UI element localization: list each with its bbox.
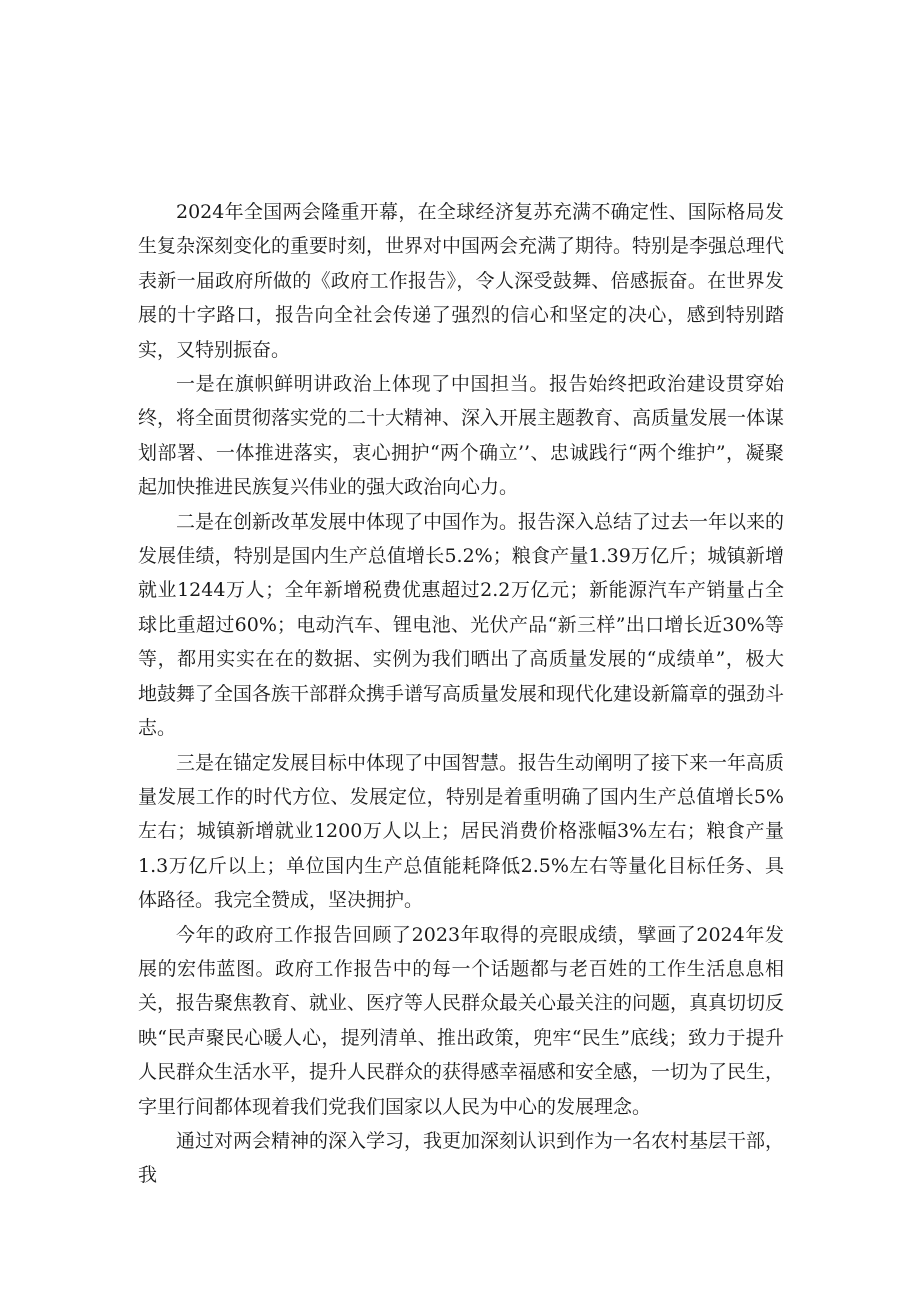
paragraph-study: 通过对两会精神的深入学习，我更加深刻认识到作为一名农村基层干部，我 xyxy=(138,1129,785,1187)
paragraph-development: 二是在创新改革发展中体现了中国作为。报告深入总结了过去一年以来的发展佳绩，特别是国内生产总值增长5.2%；粮食产量1.39万亿斤；城镇新增就业1244万人；全年新增税费优惠超过2.2万亿元；新能源汽车产销量占全球比重超过60%；电动汽车、锂电池、光伏产品“新三样”出口增长近30%等等，都用实实在在的数据、实例为我们晒出了高质量发展的“成绩单”，极大地鼓舞了全国各族干部群众携手谱写高质量发展和现代化建设新篇章的强劲斗志。 xyxy=(138,510,785,740)
paragraph-targets: 三是在锚定发展目标中体现了中国智慧。报告生动阐明了接下来一年高质量发展工作的时代方位、发展定位，特别是着重明确了国内生产总值增长5%左右；城镇新增就业1200万人以上；居民消费价格涨幅3%左右；粮食产量1.3万亿斤以上；单位国内生产总值能耗降低2.5%左右等量化目标任务、具体路径。我完全赞成，坚决拥护。 xyxy=(138,751,785,912)
document-body xyxy=(138,195,784,1193)
paragraph-livelihood: 今年的政府工作报告回顾了2023年取得的亮眼成绩，擘画了2024年发展的宏伟蓝图。政府工作报告中的每一个话题都与老百姓的工作生活息息相关，报告聚焦教育、就业、医疗等人民群众最关心最关注的问题，真真切切反映“民声聚民心暖人心，提列清单、推出政策，兜牢“民生”底线；致力于提升人民群众生活水平，提升人民群众的获得感幸福感和安全感，一切为了民生，字里行间都体现着我们党我们国家以人民为中心的发展理念。 xyxy=(138,923,785,1118)
paragraph-intro: 2024年全国两会隆重开幕，在全球经济复苏充满不确定性、国际格局发生复杂深刻变化的重要时刻，世界对中国两会充满了期待。特别是李强总理代表新一届政府所做的《政府工作报告》，令人深受鼓舞、倍感振奋。在世界发展的十字路口，报告向全社会传递了强烈的信心和坚定的决心，感到特别踏实，又特别振奋。 xyxy=(138,201,785,361)
paragraph-political: 一是在旗帜鲜明讲政治上体现了中国担当。报告始终把政治建设贯穿始终，将全面贯彻落实党的二十大精神、深入开展主题教育、高质量发展一体谋划部署、一体推进落实，衷心拥护“两个确立’’、忠诚践行“两个维护”，凝聚起加快推进民族复兴伟业的强大政治向心力。 xyxy=(138,373,785,499)
